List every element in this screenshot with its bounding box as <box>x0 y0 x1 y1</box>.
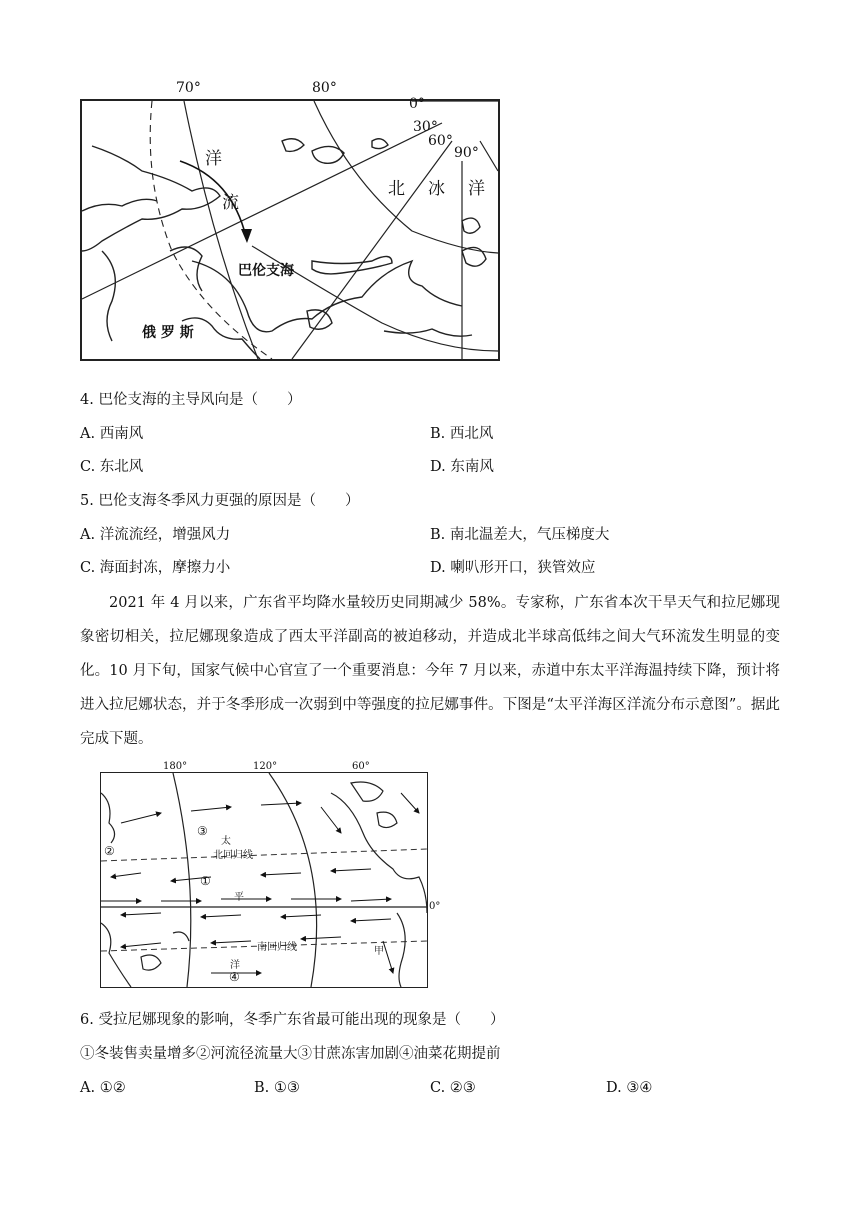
lon-label-120: 120° <box>253 761 278 772</box>
label-tropic-south: 南回归线 <box>257 942 297 953</box>
q4-option-c[interactable]: C. 东北风 <box>80 459 144 475</box>
lat-label-60: 60° <box>428 133 453 149</box>
label-tropic-north: 北回归线 <box>213 850 253 861</box>
q6-statements: ①冬装售卖量增多②河流径流量大③甘蔗冻害加剧④油菜花期提前 <box>80 1046 501 1062</box>
lon-label-70: 70° <box>176 80 201 96</box>
dashed-boundary <box>150 101 272 359</box>
q5-option-b[interactable]: B. 南北温差大，气压梯度大 <box>430 527 610 543</box>
q6-option-a[interactable]: A. ①② <box>80 1080 126 1096</box>
current-arrowhead <box>241 229 252 243</box>
q6-option-c[interactable]: C. ②③ <box>430 1080 476 1096</box>
q4-option-b[interactable]: B. 西北风 <box>430 426 494 442</box>
q4-option-d[interactable]: D. 东南风 <box>430 459 494 475</box>
barents-sea-label: 巴伦支海 <box>238 263 294 279</box>
lat-label-0: 0° <box>409 96 425 112</box>
label-ping: 平 <box>234 892 244 903</box>
q5-stem: 5. 巴伦支海冬季风力更强的原因是（ ） <box>80 493 360 509</box>
q5-option-a[interactable]: A. 洋流流经，增强风力 <box>80 527 231 543</box>
label-liu: 流 <box>222 193 241 213</box>
q6-stem: 6. 受拉尼娜现象的影响，冬季广东省最可能出现的现象是（ ） <box>80 1012 505 1028</box>
russia-label: 俄 罗 斯 <box>142 325 194 341</box>
marker-4: ④ <box>229 970 240 984</box>
q5-option-c[interactable]: C. 海面封冻，摩擦力小 <box>80 560 231 576</box>
q4-stem: 4. 巴伦支海的主导风向是（ ） <box>80 392 302 408</box>
lat-label-90: 90° <box>454 145 479 161</box>
marker-3: ③ <box>197 824 208 838</box>
passage-text: 2021 年 4 月以来，广东省平均降水量较历史同期减少 58%。专家称，广东省本次干旱天气和拉尼娜现象密切相关，拉尼娜现象造成了西太平洋副高的被迫移动，并造成北半球高低纬之间大气环流发生明显的变化。10 月下旬，国家气候中心官宣了一个重要消息：今年 7 月以来，赤道中东太平洋海温持续下降，预计将进入拉尼娜状态，并于冬季形成一次弱到中等强度的拉尼娜事件。下图是“太平洋海区洋流分布示意图”。据此完成下题。 <box>80 595 780 747</box>
lon-label-80: 80° <box>312 80 337 96</box>
marker-1: ① <box>200 874 211 888</box>
lon-label-180: 180° <box>163 761 188 772</box>
label-yang: 洋 <box>230 960 240 971</box>
q5-option-d[interactable]: D. 喇叭形开口，狭管效应 <box>430 560 596 576</box>
q6-option-d[interactable]: D. ③④ <box>606 1080 653 1096</box>
lon-label-60: 60° <box>352 761 370 772</box>
label-yang: 洋 <box>205 149 224 169</box>
marker-2: ② <box>104 844 115 858</box>
q6-option-b[interactable]: B. ①③ <box>254 1080 300 1096</box>
equator-label: 0° <box>429 901 441 912</box>
label-tai: 太 <box>221 836 231 847</box>
label-jia: 甲 <box>374 946 384 957</box>
arctic-char-2: 冰 <box>428 179 447 199</box>
lat-label-30: 30° <box>413 119 438 135</box>
arctic-char-3: 洋 <box>468 179 487 199</box>
arctic-char-1: 北 <box>388 179 407 199</box>
q4-option-a[interactable]: A. 西南风 <box>80 426 144 442</box>
